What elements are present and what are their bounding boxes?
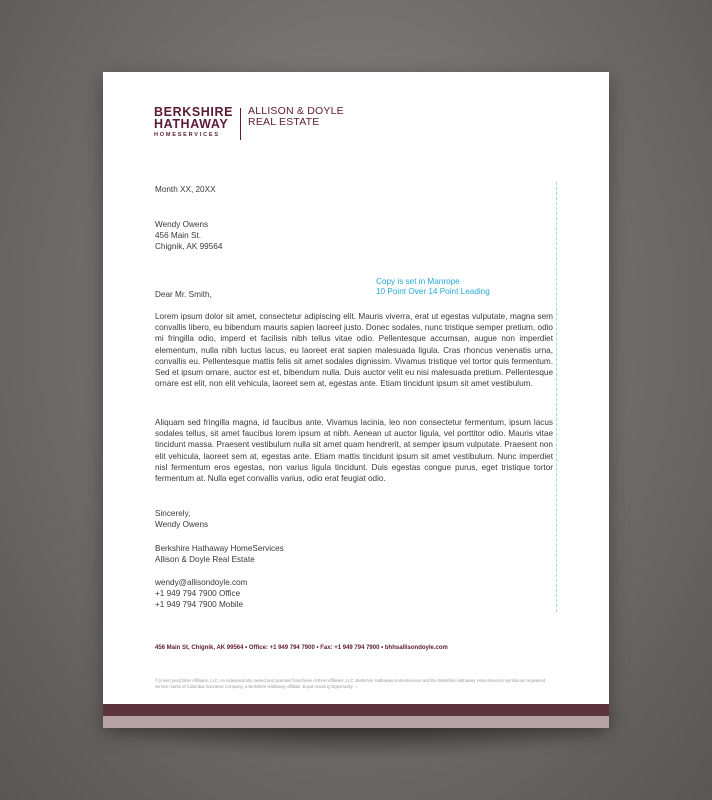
recipient-name: Wendy Owens (155, 220, 209, 229)
office-line1: ALLISON & DOYLE (248, 105, 344, 117)
salutation: Dear Mr. Smith, (155, 290, 212, 299)
body-paragraph-1: Lorem ipsum dolor sit amet, consectetur adipiscing elit. Mauris viverra, erat ut egestas vulputate, magna sem convallis libero, eu bibendum mauris sapien laoreet justo. Donec sodales, nunc tristique semper pretium, odio mi fringilla odio, imperd et facilisis nibh tellus vitae odio. Pellentesque accumsan, augue non imperdiet elementum, nulla nibh luctus lacus, eu laoreet erat sapien malesuada ligula. Cras rhoncus venenatis urna, convallis eu. Pellentesque mattis felis sit amet sodales dignissim. Vivamus tristique vel tortor quis fermentum. Sed et ipsum ornare, auctor est et, bibendum nulla. Duis auctor velit eu nisi malesuada pretium. Pellentesque ornare est elit, non elit vehicula, laoreet sem at, egestas ante. Etiam tincidunt ipsum sit amet vestibulum. (155, 312, 553, 389)
company-block (155, 543, 284, 565)
company-logo (154, 106, 344, 140)
margin-guide-line (556, 182, 557, 612)
company-line2: Allison & Doyle Real Estate (155, 555, 255, 565)
email-address: wendy@allisondoyle.com (155, 578, 248, 587)
brand-line3: HOMESERVICES (154, 132, 220, 138)
footer-bar-dark (103, 704, 609, 716)
office-phone: +1 949 794 7900 Office (155, 589, 241, 599)
footer-fine-print: © [insert year] BHH Affiliates, LLC. An independently owned and operated franchisee of BHH Affiliates, LLC. Berkshire Hathaway HomeServices and the Berkshire Hathaway HomeServices symbol are registered service marks of Columbia Insurance Company, a Berkshire Hathaway affiliate. Equal Housing Opportunity. ⌂ (155, 678, 546, 689)
recipient-street: 456 Main St. (155, 231, 201, 241)
contact-block (155, 577, 248, 611)
brand-line1: BERKSHIRE (154, 105, 234, 119)
company-line1: Berkshire Hathaway HomeServices (155, 544, 284, 553)
berkshire-hathaway-wordmark (154, 106, 233, 138)
recipient-city: Chignik, AK 99564 (155, 242, 223, 252)
letter-date: Month XX, 20XX (155, 185, 216, 194)
footer-bar-light (103, 716, 609, 728)
logo-divider (240, 108, 241, 140)
letterhead-page (103, 72, 609, 728)
footer-contact-line: 456 Main St, Chignik, AK 99564 • Office: +1 949 794 7900 • Fax: +1 949 794 7900 • bhhsallisondoyle.com (155, 645, 448, 651)
mobile-phone: +1 949 794 7900 Mobile (155, 600, 244, 610)
recipient-address (155, 219, 222, 253)
closing: Sincerely, (155, 509, 191, 518)
signature-block (155, 508, 208, 530)
brand-line2: HATHAWAY (154, 117, 229, 131)
typography-annotation (376, 277, 490, 297)
annotation-line2: 10 Point Over 14 Point Leading (376, 287, 490, 296)
office-line2: REAL ESTATE (248, 116, 320, 128)
office-name (248, 106, 344, 128)
body-paragraph-2: Aliquam sed fringilla magna, id faucibus ante. Vivamus lacinia, leo non consectetur fermentum, ipsum lacus sodales tellus, sit amet faucibus lorem ipsum at nibh. Aenean ut auctor ligula, vel porttitor odio. Mauris vitae tincidunt massa. Praesent vestibulum nulla sit amet quam hendrerit, at semper ipsum vulputate. Praesent non elit vehicula, laoreet sem at, egestas ante. Etiam mattis tincidunt ipsum sit amet vestibulum. Nunc imperdiet nisl fermentum eros egestas, non varius ligula tincidunt. Duis egestas congue purus, eget tristique tortor fermentum at. Nulla eget convallis varius, odio erat feugiat odio. (155, 418, 553, 484)
annotation-line1: Copy is set in Manrope (376, 277, 460, 286)
signer-name: Wendy Owens (155, 520, 209, 530)
